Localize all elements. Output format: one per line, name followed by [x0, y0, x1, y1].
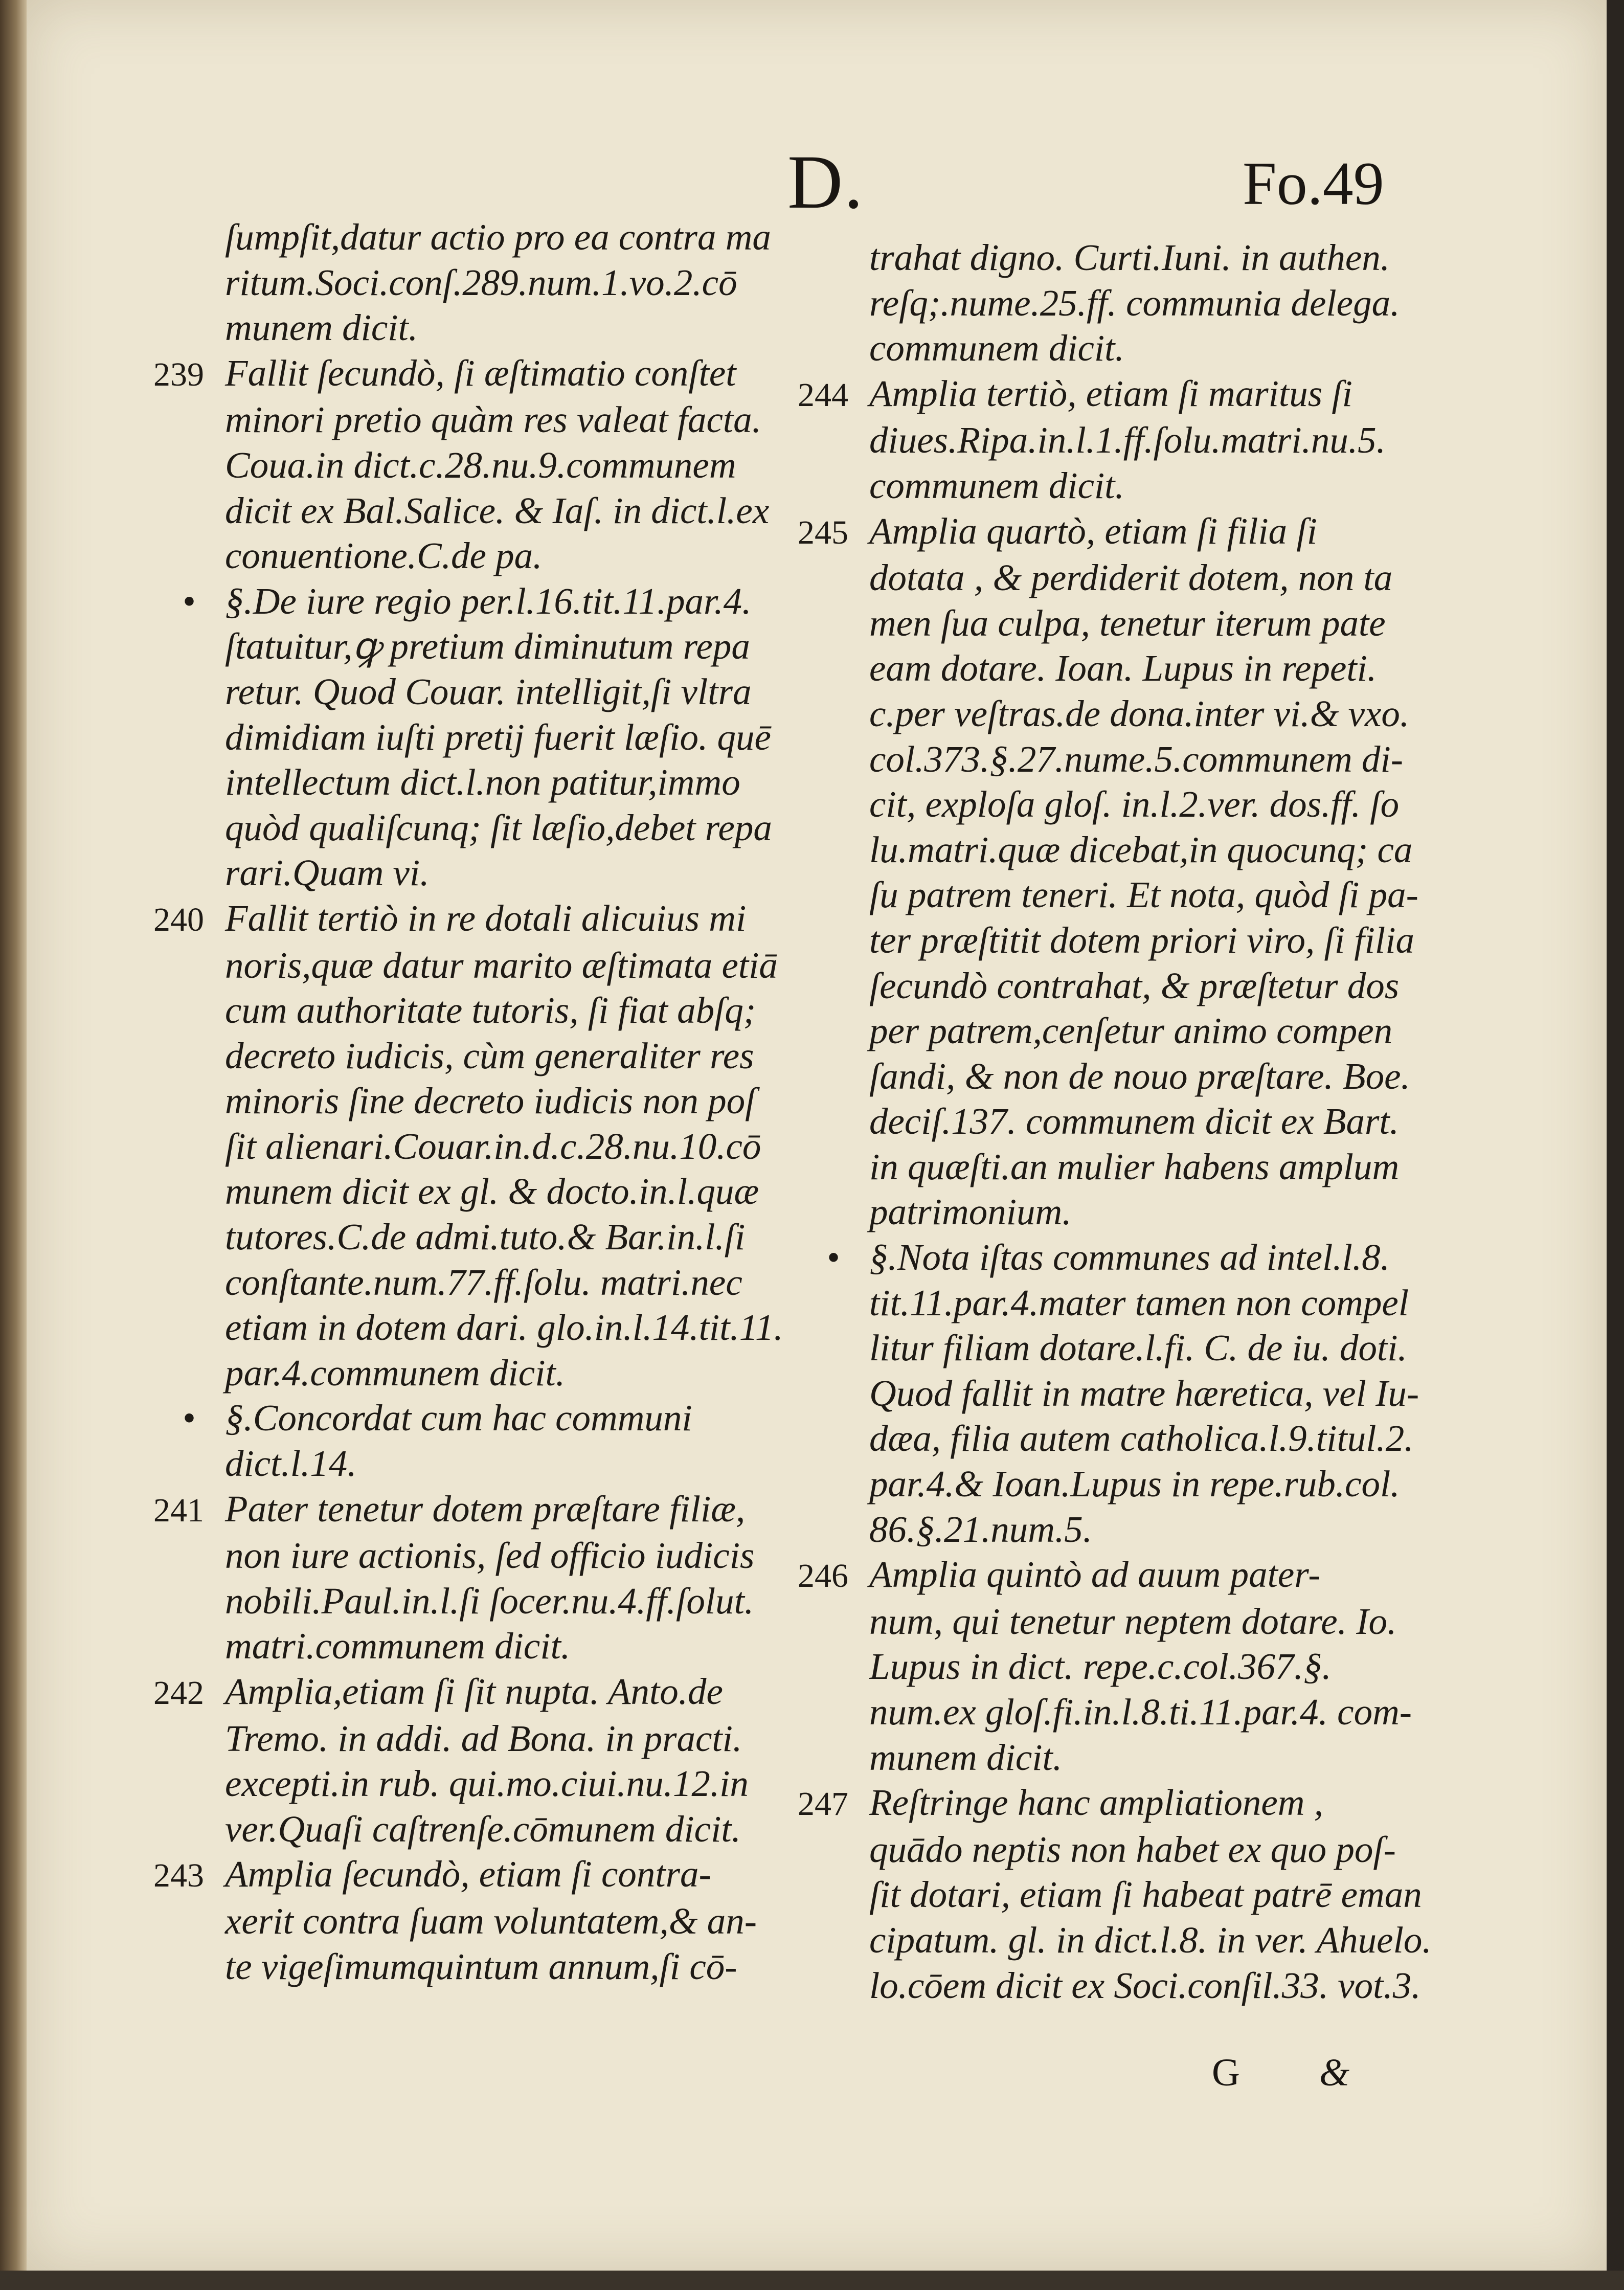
line-text: par.4.& Ioan.Lupus in repe.rub.col.	[869, 1463, 1400, 1505]
text-line	[798, 555, 1432, 601]
text-line	[153, 397, 798, 443]
line-text: decreto iudicis, cùm generaliter res	[225, 1035, 754, 1076]
line-text: etiam in dotem dari. glo.in.l.14.tit.11.	[225, 1307, 783, 1349]
footer-signature: G	[1212, 2051, 1240, 2094]
line-text: c.per veſtras.de dona.inter vi.& vxo.	[869, 692, 1410, 734]
line-text: munem dicit ex gl. & docto.in.l.quæ	[225, 1171, 759, 1213]
text-line	[798, 1780, 1432, 1827]
line-text: Amplia,etiam ſi ſit nupta. Anto.de	[225, 1671, 723, 1712]
line-text: num.ex gloſ.fi.in.l.8.ti.11.par.4. com-	[869, 1691, 1412, 1733]
line-text: minori pretio quàm res valeat facta.	[225, 399, 761, 441]
line-text: communem dicit.	[869, 464, 1124, 506]
text-line	[153, 1305, 798, 1351]
text-line	[153, 1215, 798, 1260]
line-text: Tremo. in addi. ad Bona. in practi.	[225, 1717, 742, 1759]
text-line	[153, 1852, 798, 1899]
text-line	[153, 1669, 798, 1716]
line-text: diues.Ripa.in.l.1.ff.ſolu.matri.nu.5.	[869, 419, 1386, 461]
line-text: ver.Quaſi caſtrenſe.cōmunem dicit.	[225, 1808, 741, 1850]
line-text: cit, exploſa gloſ. in.l.2.ver. dos.ff. ſo	[869, 783, 1400, 825]
text-line	[798, 691, 1432, 737]
text-line	[798, 782, 1432, 827]
text-line	[153, 669, 798, 715]
line-text: munem dicit.	[869, 1736, 1063, 1778]
line-text: cipatum. gl. in dict.l.8. in ver. Ahuelo.	[869, 1919, 1432, 1961]
text-line	[153, 1034, 798, 1079]
text-line	[153, 1441, 798, 1487]
line-text: col.373.§.27.nume.5.communem di-	[869, 738, 1404, 780]
line-text: ſecundò contrahat, & præſtetur dos	[869, 964, 1400, 1006]
line-text: Amplia quartò, etiam ſi filia ſi	[869, 510, 1317, 552]
text-line	[798, 646, 1432, 691]
line-text: tit.11.par.4.mater tamen non compel	[869, 1282, 1409, 1323]
line-text: in quæſti.an mulier habens amplum	[869, 1146, 1400, 1187]
text-line	[798, 1827, 1432, 1873]
line-text: Amplia quintò ad auum pater-	[869, 1554, 1321, 1596]
book-spine	[0, 0, 27, 2290]
text-line	[153, 850, 798, 896]
text-line	[798, 418, 1432, 463]
text-line	[798, 601, 1432, 646]
line-text: 86.§.21.num.5.	[869, 1508, 1092, 1550]
line-text: dotata , & perdiderit dotem, non ta	[869, 557, 1393, 599]
text-line	[798, 1918, 1432, 1963]
text-line	[798, 1371, 1432, 1417]
text-line	[798, 1552, 1432, 1599]
text-line	[798, 281, 1432, 326]
line-text: reſq;.nume.25.ff. communia delega.	[869, 282, 1400, 324]
line-text: communem dicit.	[869, 327, 1124, 369]
line-text: Amplia ſecundò, etiam ſi contra-	[225, 1853, 711, 1895]
line-text: lo.cōem dicit ex Soci.conſil.33. vot.3.	[869, 1964, 1421, 2006]
text-line	[153, 260, 798, 306]
text-line	[153, 1260, 798, 1306]
text-line	[798, 1054, 1432, 1099]
catchword: &	[1319, 2051, 1350, 2094]
paragraph-number: 242	[153, 1674, 204, 1712]
text-line	[798, 1872, 1432, 1918]
line-text: Fallit tertiò in re dotali alicuius mi	[225, 897, 747, 939]
text-line	[798, 1644, 1432, 1690]
text-line	[798, 509, 1432, 556]
line-text: noris,quæ datur marito æſtimata etiā	[225, 944, 778, 986]
line-text: §.Nota iſtas communes ad intel.l.8.	[869, 1237, 1390, 1278]
text-line	[153, 805, 798, 851]
line-text: trahat digno. Curti.Iuni. in authen.	[869, 237, 1390, 278]
line-text: xerit contra ſuam voluntatem,& an-	[225, 1900, 757, 1942]
text-line	[798, 463, 1432, 509]
text-line	[153, 896, 798, 943]
line-text: nobili.Paul.in.l.ſi ſocer.nu.4.ff.ſolut.	[225, 1580, 754, 1622]
text-line	[798, 1507, 1432, 1553]
text-line	[798, 1235, 1432, 1281]
text-line	[153, 1761, 798, 1807]
line-text: ſu patrem teneri. Et nota, quòd ſi pa-	[869, 874, 1418, 916]
line-text: cum authoritate tutoris, ſi fiat abſq;	[225, 990, 756, 1031]
folio-number: Fo.49	[1243, 149, 1384, 217]
text-line	[153, 943, 798, 989]
line-text: quādo neptis non habet ex quo poſ-	[869, 1828, 1396, 1870]
paragraph-number: 246	[798, 1557, 848, 1595]
text-line	[798, 1281, 1432, 1326]
line-text: te vigeſimumquintum annum,ſi cō-	[225, 1945, 737, 1987]
line-text: conuentione.C.de pa.	[225, 535, 543, 577]
paragraph-number: 247	[798, 1785, 848, 1823]
line-text: ſit dotari, etiam ſi habeat patrē eman	[869, 1874, 1422, 1916]
right-text-column	[798, 235, 1432, 2008]
text-line	[153, 1533, 798, 1579]
line-text: Quod fallit in matre hæretica, vel Iu-	[869, 1372, 1419, 1414]
line-text: minoris ſine decreto iudicis non poſ	[225, 1080, 756, 1122]
line-text: dicit ex Bal.Salice. & Iaſ. in dict.l.ex	[225, 489, 770, 531]
text-line	[798, 1326, 1432, 1371]
line-text: ſit alienari.Couar.in.d.c.28.nu.10.cō	[225, 1125, 761, 1167]
text-line	[153, 1351, 798, 1396]
line-text: lu.matri.quæ dicebat,in quocunq; ca	[869, 828, 1413, 870]
line-text: patrimonium.	[869, 1191, 1072, 1233]
text-line	[153, 1624, 798, 1669]
text-line	[798, 326, 1432, 371]
text-line	[798, 1599, 1432, 1645]
text-line	[798, 1690, 1432, 1735]
line-text: litur filiam dotare.l.fi. C. de iu. doti.	[869, 1327, 1407, 1369]
text-line	[153, 215, 798, 260]
text-line	[798, 1735, 1432, 1781]
paragraph-number: 241	[153, 1491, 204, 1529]
text-line	[153, 488, 798, 534]
paragraph-number: 244	[798, 376, 848, 414]
line-text: Reſtringe hanc ampliationem ,	[869, 1782, 1324, 1824]
text-line	[798, 1008, 1432, 1054]
line-text: ſandi, & non de nouo præſtare. Boe.	[869, 1055, 1410, 1097]
text-line	[153, 1579, 798, 1624]
paragraph-bullet: •	[827, 1237, 840, 1278]
page-bottom-edge	[0, 2271, 1624, 2290]
line-text: excepti.in rub. qui.mo.ciui.nu.12.in	[225, 1763, 749, 1805]
line-text: num, qui tenetur neptem dotare. Io.	[869, 1600, 1397, 1642]
line-text: par.4.communem dicit.	[225, 1352, 566, 1394]
text-line	[153, 533, 798, 579]
line-text: tutores.C.de admi.tuto.& Bar.in.l.ſi	[225, 1216, 746, 1258]
text-line	[798, 827, 1432, 873]
text-line	[153, 1487, 798, 1534]
text-line	[798, 371, 1432, 418]
line-text: quòd qualiſcunq; ſit læſio,debet repa	[225, 806, 772, 848]
text-line	[798, 1099, 1432, 1144]
line-text: dæa, filia autem catholica.l.9.titul.2.	[869, 1418, 1414, 1460]
line-text: conſtante.num.77.ff.ſolu. matri.nec	[225, 1261, 742, 1303]
text-line	[153, 624, 798, 669]
paragraph-bullet: •	[183, 580, 196, 622]
left-text-column	[153, 215, 798, 1989]
text-line	[153, 1944, 798, 1990]
text-line	[798, 1963, 1432, 2009]
text-line	[798, 235, 1432, 281]
text-line	[798, 918, 1432, 963]
line-text: Coua.in dict.c.28.nu.9.communem	[225, 444, 736, 486]
text-line	[153, 579, 798, 624]
paragraph-number: 243	[153, 1857, 204, 1895]
text-line	[153, 1807, 798, 1852]
paragraph-number: 245	[798, 513, 848, 551]
text-line	[798, 1144, 1432, 1190]
line-text: eam dotare. Ioan. Lupus in repeti.	[869, 647, 1377, 689]
line-text: Lupus in dict. repe.c.col.367.§.	[869, 1646, 1332, 1688]
line-text: §.Concordat cum hac communi	[225, 1397, 692, 1439]
line-text: ter præſtitit dotem priori viro, ſi filia	[869, 919, 1414, 961]
text-line	[798, 963, 1432, 1009]
line-text: rari.Quam vi.	[225, 852, 430, 894]
text-line	[153, 443, 798, 488]
text-line	[798, 1416, 1432, 1462]
text-line	[153, 1169, 798, 1215]
text-line	[153, 1079, 798, 1124]
line-text: retur. Quod Couar. intelligit,ſi vltra	[225, 670, 752, 712]
line-text: Amplia tertiò, etiam ſi maritus ſi	[869, 372, 1352, 414]
line-text: Fallit ſecundò, ſi æſtimatio conſtet	[225, 352, 736, 394]
paragraph-bullet: •	[183, 1397, 196, 1439]
text-line	[153, 1716, 798, 1762]
text-line	[153, 760, 798, 805]
line-text: ſumpſit,datur actio pro ea contra ma	[225, 216, 771, 258]
text-line	[153, 1396, 798, 1441]
text-line	[153, 1899, 798, 1944]
text-line	[798, 872, 1432, 918]
text-line	[153, 1124, 798, 1170]
line-text: per patrem,cenſetur animo compen	[869, 1010, 1393, 1052]
line-text: Pater tenetur dotem præſtare filiæ,	[225, 1488, 746, 1530]
text-line	[153, 351, 798, 398]
line-text: §.De iure regio per.l.16.tit.11.par.4.	[225, 580, 752, 622]
text-line	[798, 737, 1432, 782]
line-text: munem dicit.	[225, 307, 418, 349]
line-text: dimidiam iuſti pretij fuerit læſio. quē	[225, 716, 771, 758]
text-line	[153, 305, 798, 351]
line-text: ritum.Soci.conſ.289.num.1.vo.2.cō	[225, 261, 737, 303]
line-text: deciſ.137. communem dicit ex Bart.	[869, 1101, 1399, 1142]
line-text: men ſua culpa, tenetur iterum pate	[869, 602, 1386, 644]
line-text: dict.l.14.	[225, 1443, 357, 1485]
paragraph-number: 239	[153, 355, 204, 393]
text-line	[153, 715, 798, 760]
line-text: intellectum dict.l.non patitur,immo	[225, 761, 740, 803]
line-text: matri.communem dicit.	[225, 1625, 571, 1667]
paragraph-number: 240	[153, 901, 204, 938]
line-text: non iure actionis, ſed officio iudicis	[225, 1535, 755, 1577]
text-line	[798, 1462, 1432, 1507]
line-text: ſtatuitur,ꝙ pretium diminutum repa	[225, 625, 750, 667]
text-line	[798, 1189, 1432, 1235]
text-line	[153, 988, 798, 1034]
signature-mark: D.	[787, 140, 864, 224]
